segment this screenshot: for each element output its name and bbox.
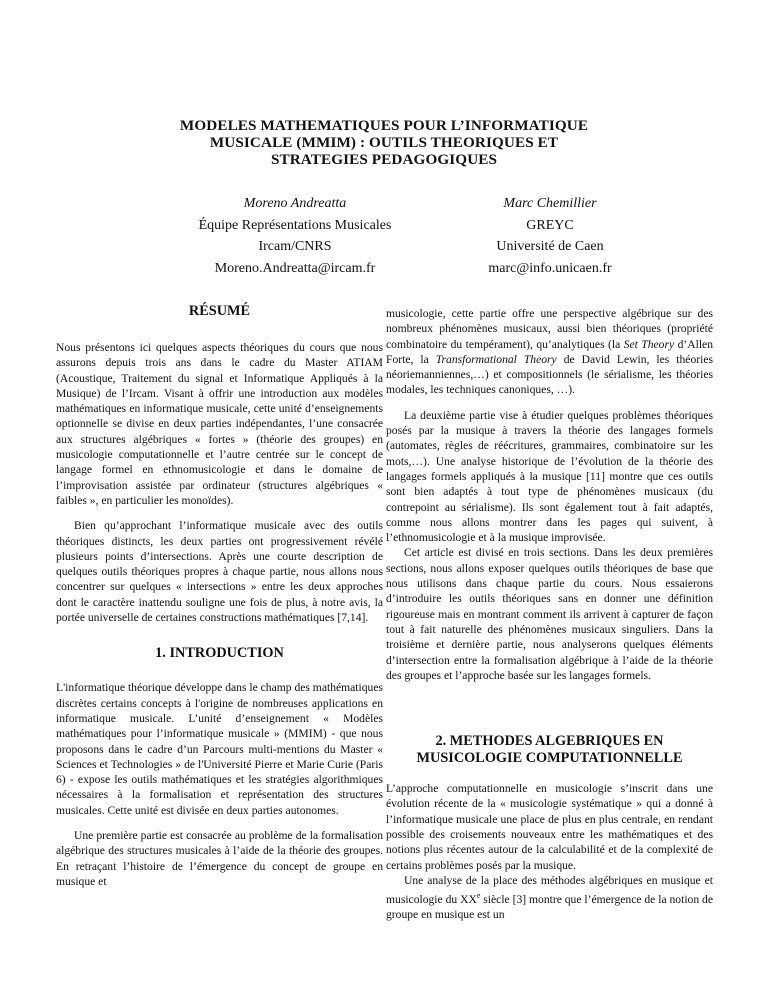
text-run: musicologie, cette partie offre une perspective algébrique sur des nombreux phénomènes musicaux, aussi bien théoriques (propriété combinatoire du tempérament), qu’analytiques (la bbox=[386, 307, 713, 351]
abstract-heading: RÉSUMÉ bbox=[188, 303, 251, 319]
section-heading-introduction: 1. INTRODUCTION bbox=[155, 645, 284, 662]
body-paragraph bbox=[386, 873, 713, 923]
author-affiliation: Ircam/CNRS bbox=[258, 239, 332, 254]
heading-line: 2. METHODES ALGEBRIQUES EN bbox=[435, 733, 664, 750]
title-line-3: STRATEGIES PEDAGOGIQUES bbox=[270, 151, 498, 168]
text-run: siècle [3] montre que l’émergence de la notion de groupe en musique est un bbox=[386, 893, 713, 922]
section-heading-2 bbox=[386, 733, 713, 767]
heading-line: MUSICOLOGIE COMPUTATIONNELLE bbox=[416, 750, 683, 767]
right-column bbox=[386, 306, 713, 923]
title-line-1: MODELES MATHEMATIQUES POUR L’INFORMATIQUE bbox=[179, 117, 589, 134]
author-email: Moreno.Andreatta@ircam.fr bbox=[214, 260, 376, 276]
author-affiliation: Équipe Représentations Musicales bbox=[198, 217, 392, 233]
left-column bbox=[56, 303, 383, 889]
emphasis-set-theory: Set Theory bbox=[623, 337, 675, 351]
body-paragraph: La deuxième partie vise à étudier quelques problèmes théoriques posés par la musique à travers la théorie des langages formels (automates, règles de réécritures, grammaires, combinatoire sur les mots,…). Une analyse historique de l’évolution de la théorie des langages formels appliqués à la musique [11] montre que ces outils sont bien adaptés à tout type de phénomènes musicaux (du contrepoint au sérialisme). Ils sont également tout à fait adaptés, comme nous allons montrer dans les pages qui suivent, à l’ethnomusicologie et à la musique improvisée. bbox=[386, 408, 713, 545]
text-run: de David Lewin, les théories néoriemanniennes,…) et compositionnels (le sérialisme, les théories modales, les techniques canoniques, …). bbox=[386, 352, 713, 397]
body-paragraph: L’approche computationnelle en musicologie s’inscrit dans une évolution récente de la « musicologie systématique » qui a donné à l’informatique musicale une place de plus en plus centrale, en rendant possible des croisements nouveaux entre les mathématiques et des notions plus récentes autour de la calculabilité et de la complexité de certains problèmes posés par la musique. bbox=[386, 782, 713, 872]
body-paragraph: Cet article est divisé en trois sections. Dans les deux premières sections, nous allons exposer quelques outils théoriques de base que nous utilisons dans chaque partie du cours. Nous essaierons d’introduire les outils théoriques sans en donner une définition rigoureuse mais en montrant comment ils arrivent à capturer de façon tout à fait naturelle des phénomènes musicaux singuliers. Dans la troisième et dernière partie, nous analyserons quelques éléments d’intersection entre la formalisation algébrique à l’aide de la théorie des groupes et l’approche basée sur les langages formels. bbox=[386, 546, 713, 682]
text-run: Une analyse de la place des méthodes algébriques en musique et musicologie du XX bbox=[386, 873, 713, 907]
author-block-1 bbox=[160, 193, 430, 279]
author-affiliation: Université de Caen bbox=[496, 239, 604, 254]
author-affiliation: GREYC bbox=[526, 217, 574, 233]
emphasis-transformational-theory: Transformational Theory bbox=[435, 352, 557, 366]
author-name: Marc Chemillier bbox=[503, 196, 597, 211]
abstract-paragraph: Bien qu’approchant l’informatique musicale avec des outils théoriques distincts, les deux parties ont progressivement révélé plusieurs points d’intersections. Après une courte description de quelques outils théoriques propres à chaque partie, nous allons nous concentrer sur quelques « intersections » entre les deux approches dont le caractère inattendu souligne une fois de plus, à notre avis, la portée universelle de certaines constructions mathématiques [7,14]. bbox=[56, 519, 383, 625]
intro-paragraph: L'informatique théorique développe dans le champ des mathématiques discrètes certains concepts à l'origine de nombreuses applications en informatique musicale. L’unité d’enseignement « Modèles mathématiques pour l’informatique musicale » (MMIM) - que nous proposons dans le cadre d’un Parcours multi-mentions du Master « Sciences et Technologies » de l'Université Pierre et Marie Curie (Paris 6) - expose les outils mathématiques et les stratégies algorithmiques nécessaires à la formalisation et représentation des structures musicales. Cette unité est divisée en deux parties autonomes. bbox=[56, 681, 383, 817]
title-line-2: MUSICALE (MMIM) : OUTILS THEORIQUES ET bbox=[209, 134, 559, 151]
superscript: e bbox=[476, 891, 481, 901]
author-name: Moreno Andreatta bbox=[243, 196, 347, 211]
author-email: marc@info.unicaen.fr bbox=[488, 260, 612, 276]
text-run: d’Allen Forte, la bbox=[386, 337, 713, 366]
body-paragraph bbox=[386, 306, 713, 398]
abstract-paragraph: Nous présentons ici quelques aspects théoriques du cours que nous assurons depuis trois ans dans le cadre du Master ATIAM (Acoustique, Traitement du signal et Informatique Appliqués à la Musique) de l’Ircam. Visant à offrir une introduction aux modèles mathématiques en informatique musicale, cette unité d’enseignements optionnelle se divise en deux parties indépendantes, l’une consacrée aux structures algébriques « fortes » (théorie des groupes) en musicologie computationnelle et l’autre centrée sur le concept de langage formel en ethnomusicologie et dans le domaine de l’improvisation assistée par ordinateur (structures algébriques « faibles », en particulier les monoïdes). bbox=[56, 341, 383, 507]
intro-paragraph: Une première partie est consacrée au problème de la formalisation algébrique des structures musicales à l’aide de la théorie des groupes. En retraçant l’histoire de l’émergence du concept de groupe en musique et bbox=[56, 829, 383, 888]
author-block-2 bbox=[455, 193, 645, 279]
paper-title bbox=[100, 117, 668, 168]
